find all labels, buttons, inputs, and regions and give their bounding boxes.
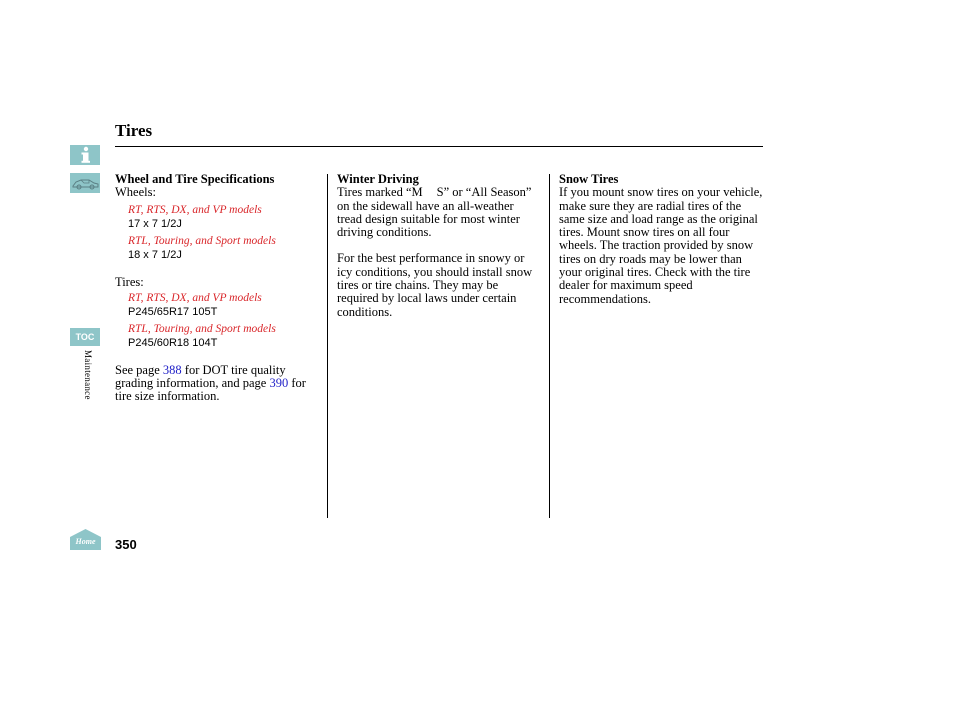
winter-paragraph: For the best performance in snowy or icy conditions, you should install snow tires or tire chains. They may be required by local laws under certain conditions.	[337, 251, 533, 319]
section-heading: Wheel and Tire Specifications	[115, 172, 275, 186]
wheel-spec: 18 x 7 1/2J	[128, 248, 182, 261]
snow-paragraph: If you mount snow tires on your vehicle, make sure they are radial tires of the same size and load range as the original tires. Mount snow tires on all four wheels. The traction provided by snow tires on dry roads may be lower than your original tires. Check with the tire dealer for maximum speed recommendations.	[559, 185, 763, 306]
winter-text: Tires marked “M	[337, 185, 423, 200]
car-icon	[70, 173, 100, 193]
page-link-390[interactable]: 390	[269, 376, 289, 391]
note-text: for DOT tire quality grading information, and page	[115, 362, 286, 391]
section-label: Maintenance	[83, 350, 93, 400]
column-wheel-tire-specs	[115, 173, 320, 404]
column-snow-tires	[559, 173, 767, 306]
tire-spec: P245/60R18 104T	[128, 336, 218, 349]
title-divider	[115, 146, 763, 147]
tires-label: Tires:	[115, 274, 144, 289]
section-heading: Winter Driving	[337, 172, 419, 186]
winter-text: Season” on the sidewall have an all-weather tread design suitable for most winter driving conditions.	[337, 185, 532, 240]
reference-note	[115, 364, 310, 404]
note-text: for tire size information.	[115, 376, 306, 404]
home-icon	[70, 529, 101, 550]
page-number: 350	[115, 537, 137, 552]
model-label: RT, RTS, DX, and VP models	[128, 203, 262, 216]
toc-button[interactable]: TOC	[70, 328, 100, 346]
column-divider	[327, 174, 328, 518]
column-divider	[549, 174, 550, 518]
wheel-spec: 17 x 7 1/2J	[128, 217, 182, 230]
car-tab[interactable]	[70, 173, 100, 193]
tire-spec: P245/65R17 105T	[128, 305, 218, 318]
page-link-388[interactable]: 388	[162, 362, 182, 377]
winter-paragraph	[337, 186, 537, 239]
page-title: Tires	[115, 121, 153, 140]
wheels-label: Wheels:	[115, 185, 156, 200]
info-tab[interactable]	[70, 145, 100, 165]
model-label: RT, RTS, DX, and VP models	[128, 291, 262, 304]
home-label: Home	[75, 537, 96, 546]
home-button[interactable]	[70, 529, 101, 550]
info-icon	[70, 145, 100, 165]
model-label: RTL, Touring, and Sport models	[128, 322, 276, 335]
section-heading: Snow Tires	[559, 172, 619, 186]
note-text: See page	[115, 362, 160, 377]
winter-text: S” or “All	[436, 185, 488, 200]
column-winter-driving	[337, 173, 537, 319]
model-label: RTL, Touring, and Sport models	[128, 234, 276, 247]
